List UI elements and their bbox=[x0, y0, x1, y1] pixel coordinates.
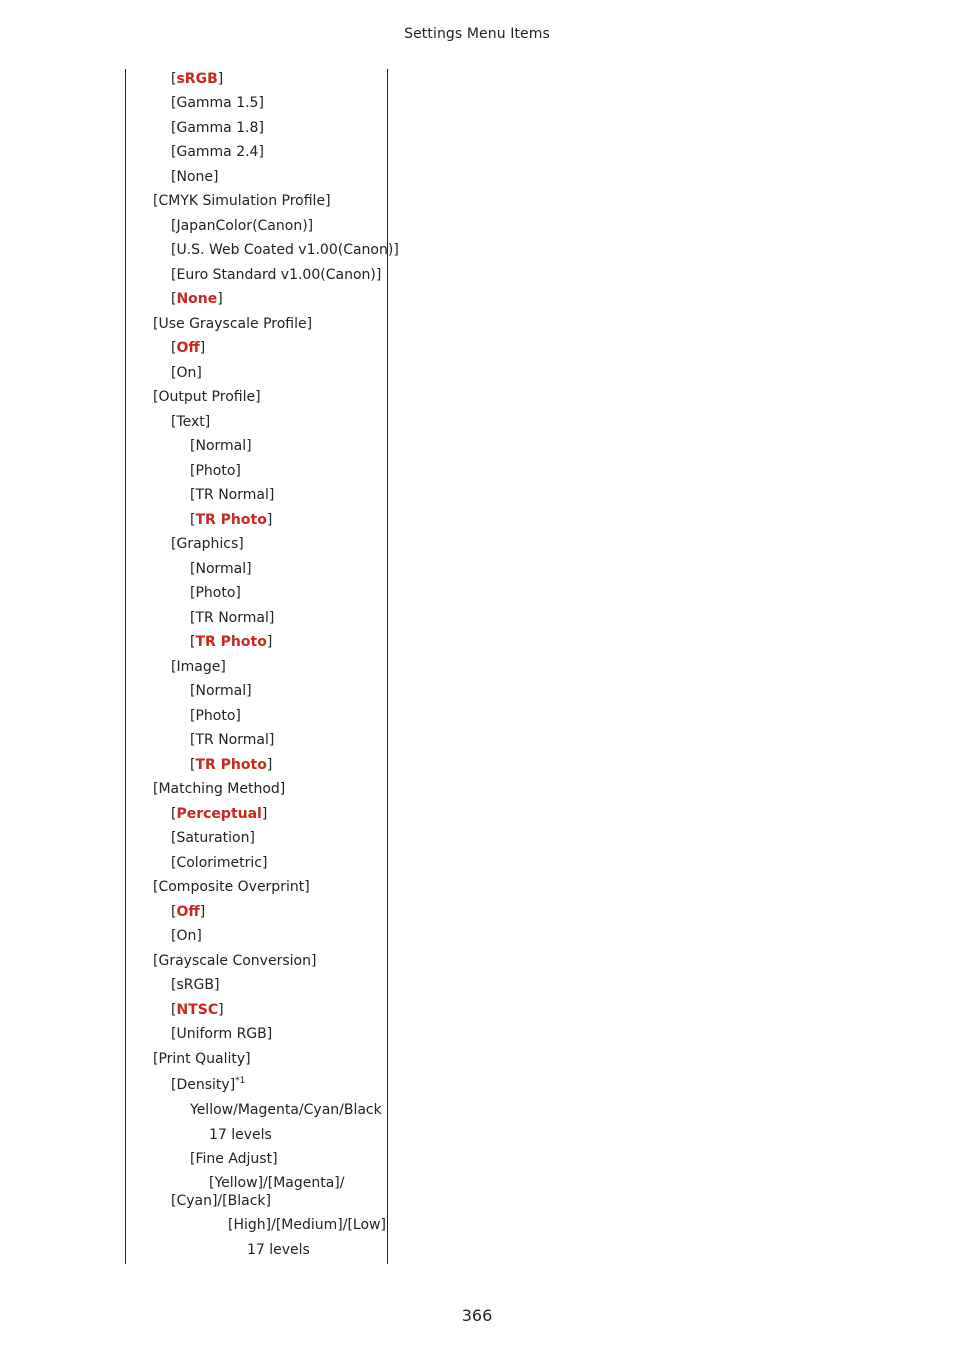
option-label: Photo bbox=[195, 463, 236, 479]
default-value-label: sRGB bbox=[176, 71, 218, 87]
menu-item: [U.S. Web Coated v1.00(Canon)] bbox=[171, 242, 399, 258]
option-label: Use Grayscale Profile bbox=[158, 316, 307, 332]
option-label: Saturation bbox=[176, 830, 250, 846]
option-label: Gamma 1.5 bbox=[176, 95, 259, 111]
option-label: Normal bbox=[195, 683, 247, 699]
menu-item: [High]/[Medium]/[Low] bbox=[228, 1217, 386, 1233]
option-label: Normal bbox=[195, 438, 247, 454]
default-value-label: NTSC bbox=[176, 1002, 219, 1018]
menu-item: [Off] bbox=[171, 340, 206, 356]
menu-item: [TR Normal] bbox=[190, 732, 275, 748]
menu-item: [Gamma 1.8] bbox=[171, 120, 264, 136]
menu-item: [Text] bbox=[171, 414, 211, 430]
option-label: Output Profile bbox=[158, 389, 256, 405]
settings-table-column bbox=[125, 69, 399, 1264]
option-label: Grayscale Conversion bbox=[158, 953, 311, 969]
footnote-marker: *1 bbox=[235, 1076, 246, 1086]
page-number: 366 bbox=[461, 1306, 493, 1325]
option-label: U.S. Web Coated v1.00(Canon) bbox=[176, 242, 394, 258]
menu-item: [Use Grayscale Profile] bbox=[153, 316, 313, 332]
menu-item: [NTSC] bbox=[171, 1002, 224, 1018]
default-value-label: None bbox=[176, 291, 218, 307]
menu-item: [Print Quality] bbox=[153, 1051, 251, 1067]
menu-item: [TR Normal] bbox=[190, 487, 275, 503]
menu-item: [On] bbox=[171, 365, 202, 381]
menu-item: [sRGB] bbox=[171, 71, 224, 87]
menu-item: [Image] bbox=[171, 659, 226, 675]
menu-item: [Off] bbox=[171, 904, 206, 920]
menu-item: [sRGB] bbox=[171, 977, 220, 993]
menu-item: [Graphics] bbox=[171, 536, 244, 552]
menu-item: 17 levels bbox=[247, 1242, 310, 1258]
menu-item: [Fine Adjust] bbox=[190, 1151, 278, 1167]
option-label: CMYK Simulation Profile bbox=[158, 193, 326, 209]
option-label: Colorimetric bbox=[176, 855, 262, 871]
option-label: On bbox=[176, 365, 197, 381]
option-label: Matching Method bbox=[158, 781, 280, 797]
option-label: JapanColor(Canon) bbox=[176, 218, 308, 234]
menu-item: [TR Normal] bbox=[190, 610, 275, 626]
menu-item: [Density]$^{*1}$ bbox=[171, 1076, 246, 1093]
default-value-label: TR Photo bbox=[195, 757, 267, 773]
option-label: Euro Standard v1.00(Canon) bbox=[176, 267, 376, 283]
menu-item: [Uniform RGB] bbox=[171, 1026, 273, 1042]
menu-item: [None] bbox=[171, 291, 223, 307]
option-label: Fine Adjust bbox=[195, 1151, 273, 1167]
menu-item: [Yellow]/[Magenta]/ [Cyan]/[Black] bbox=[171, 1175, 345, 1209]
menu-item: [Colorimetric] bbox=[171, 855, 268, 871]
menu-item: [CMYK Simulation Profile] bbox=[153, 193, 331, 209]
option-label: Text bbox=[176, 414, 205, 430]
menu-item: [Normal] bbox=[190, 438, 252, 454]
option-label: TR Normal bbox=[195, 610, 269, 626]
menu-item: [Normal] bbox=[190, 561, 252, 577]
option-label: Print Quality bbox=[158, 1051, 246, 1067]
option-label: sRGB bbox=[176, 977, 214, 993]
menu-item: [Photo] bbox=[190, 463, 241, 479]
menu-item: [Composite Overprint] bbox=[153, 879, 310, 895]
menu-item: [Output Profile] bbox=[153, 389, 261, 405]
menu-item: [Euro Standard v1.00(Canon)] bbox=[171, 267, 382, 283]
option-label: Gamma 2.4 bbox=[176, 144, 259, 160]
menu-item: [Photo] bbox=[190, 585, 241, 601]
option-label: Image bbox=[176, 659, 221, 675]
menu-item: [Normal] bbox=[190, 683, 252, 699]
option-label: Photo bbox=[195, 585, 236, 601]
menu-item: [TR Photo] bbox=[190, 512, 273, 528]
menu-item: Yellow/Magenta/Cyan/Black bbox=[190, 1102, 382, 1118]
menu-item: [Matching Method] bbox=[153, 781, 286, 797]
option-label: TR Normal bbox=[195, 732, 269, 748]
option-label: Normal bbox=[195, 561, 247, 577]
option-label: On bbox=[176, 928, 197, 944]
menu-item: [Gamma 2.4] bbox=[171, 144, 264, 160]
menu-item: [JapanColor(Canon)] bbox=[171, 218, 314, 234]
default-value-label: TR Photo bbox=[195, 512, 267, 528]
menu-item: [On] bbox=[171, 928, 202, 944]
option-label: None bbox=[176, 169, 213, 185]
menu-item: [Gamma 1.5] bbox=[171, 95, 264, 111]
option-label: Photo bbox=[195, 708, 236, 724]
menu-item: [Perceptual] bbox=[171, 806, 268, 822]
menu-item: [TR Photo] bbox=[190, 634, 273, 650]
menu-item: [Photo] bbox=[190, 708, 241, 724]
menu-item: [Saturation] bbox=[171, 830, 255, 846]
menu-item: 17 levels bbox=[209, 1127, 272, 1143]
option-label: Graphics bbox=[176, 536, 239, 552]
option-label: Uniform RGB bbox=[176, 1026, 267, 1042]
option-label: Composite Overprint bbox=[158, 879, 305, 895]
menu-item: [Grayscale Conversion] bbox=[153, 953, 317, 969]
menu-item: [None] bbox=[171, 169, 219, 185]
default-value-label: Perceptual bbox=[176, 806, 262, 822]
menu-item: [TR Photo] bbox=[190, 757, 273, 773]
option-label: Gamma 1.8 bbox=[176, 120, 259, 136]
option-label: Density bbox=[176, 1077, 230, 1093]
page-header-title: Settings Menu Items bbox=[404, 26, 550, 42]
default-value-label: Off bbox=[176, 340, 200, 356]
default-value-label: TR Photo bbox=[195, 634, 267, 650]
default-value-label: Off bbox=[176, 904, 200, 920]
option-label: TR Normal bbox=[195, 487, 269, 503]
